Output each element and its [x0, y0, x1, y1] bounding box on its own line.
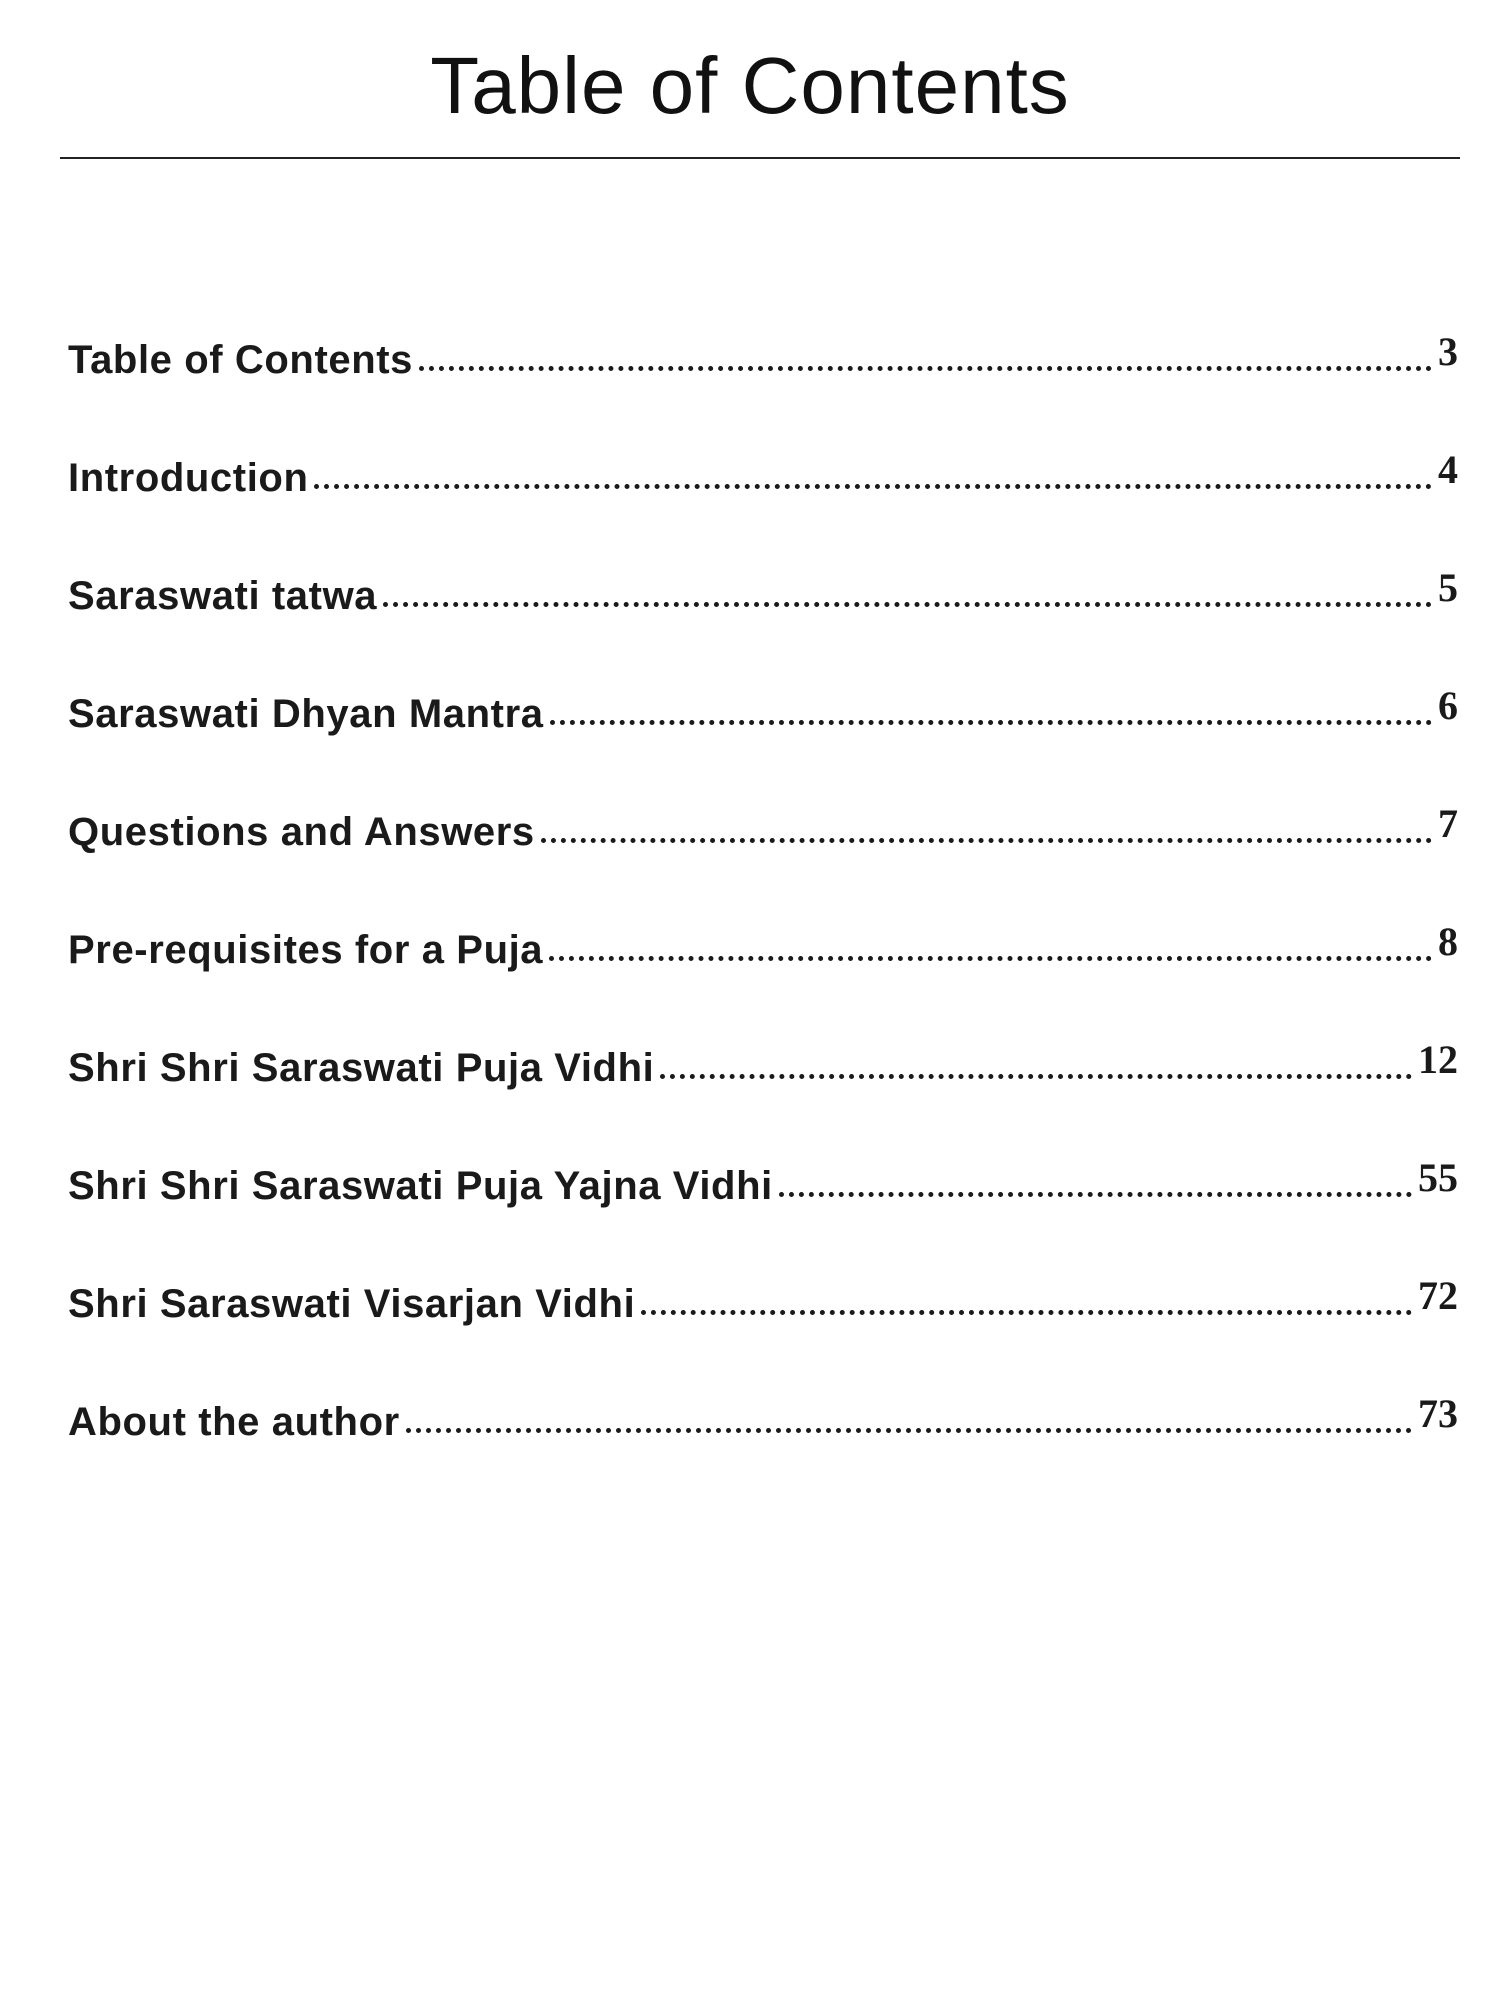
toc-entry-label: Questions and Answers [68, 810, 535, 854]
toc-entry-questions-and-answers[interactable] [68, 802, 1458, 920]
toc-entry-label: Introduction [68, 456, 309, 500]
toc-entry-label: Table of Contents [68, 338, 414, 382]
dot-leader [419, 366, 1432, 371]
dot-leader [779, 1192, 1412, 1197]
toc-entry-table-of-contents[interactable] [68, 330, 1458, 448]
toc-entry-label: Pre-requisites for a Puja [68, 928, 544, 972]
toc-entry-page-number: 3 [1438, 329, 1458, 374]
toc-entry-label: Shri Saraswati Visarjan Vidhi [68, 1282, 636, 1326]
toc-entry-pre-requisites[interactable] [68, 920, 1458, 1038]
toc-entry-page-number: 4 [1438, 447, 1458, 492]
toc-entry-label: Shri Shri Saraswati Puja Yajna Vidhi [68, 1164, 773, 1208]
toc-entry-page-number: 55 [1418, 1155, 1458, 1200]
toc-entry-label: Shri Shri Saraswati Puja Vidhi [68, 1046, 655, 1090]
dot-leader [549, 956, 1432, 961]
toc-entry-introduction[interactable] [68, 448, 1458, 566]
toc-list [68, 330, 1458, 1510]
toc-entry-page-number: 6 [1438, 683, 1458, 728]
dot-leader [406, 1428, 1412, 1433]
toc-entry-page-number: 5 [1438, 565, 1458, 610]
toc-entry-page-number: 12 [1418, 1037, 1458, 1082]
toc-entry-page-number: 7 [1438, 801, 1458, 846]
toc-entry-saraswati-dhyan-mantra[interactable] [68, 684, 1458, 802]
toc-entry-puja-vidhi[interactable] [68, 1038, 1458, 1156]
toc-entry-page-number: 8 [1438, 919, 1458, 964]
page-title: Table of Contents [430, 41, 1070, 130]
dot-leader [550, 720, 1432, 725]
toc-entry-saraswati-tatwa[interactable] [68, 566, 1458, 684]
title-divider [60, 157, 1460, 159]
dot-leader [541, 838, 1432, 843]
dot-leader [660, 1074, 1412, 1079]
toc-entry-visarjan-vidhi[interactable] [68, 1274, 1458, 1392]
toc-entry-page-number: 72 [1418, 1273, 1458, 1318]
toc-entry-page-number: 73 [1418, 1391, 1458, 1436]
dot-leader [383, 602, 1432, 607]
toc-entry-about-the-author[interactable] [68, 1392, 1458, 1510]
dot-leader [314, 484, 1432, 489]
dot-leader [641, 1310, 1412, 1315]
toc-entry-label: Saraswati tatwa [68, 574, 378, 618]
toc-entry-puja-yajna-vidhi[interactable] [68, 1156, 1458, 1274]
toc-entry-label: About the author [68, 1400, 400, 1444]
toc-entry-label: Saraswati Dhyan Mantra [68, 692, 544, 736]
